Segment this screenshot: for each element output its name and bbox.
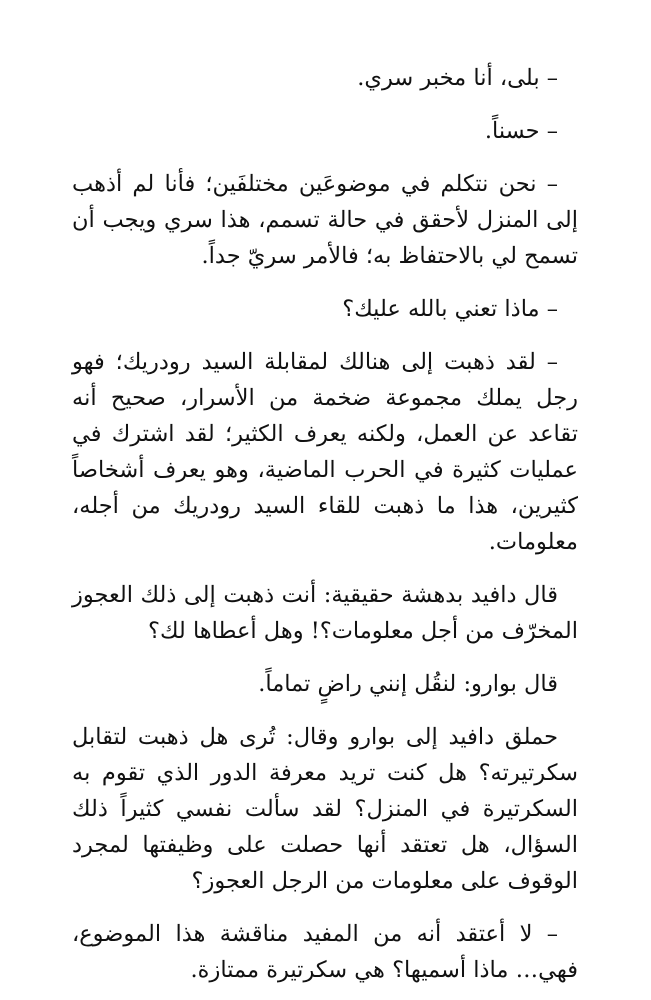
narration-poirot-satisfied: قال بوارو: لنقُل إنني راضٍ تماماً. xyxy=(258,671,558,697)
dialogue-line-confirm-detective: – بلى، أنا مخبر سري. xyxy=(357,65,558,91)
dialogue-line-excellent-secretary: – لا أعتقد أنه من المفيد مناقشة هذا الموضوع، فهي… ماذا أسميها؟ هي سكرتيرة ممتازة. xyxy=(72,921,578,983)
narration-david-secretary-question: حملق دافيد إلى بوارو وقال: تُرى هل ذهبت لتقابل سكرتيرته؟ هل كنت تريد معرفة الدور الذي تقوم به السكرتيرة في المنزل؟ لقد سألت نفسي كثيراً ذلك السؤال، هل تعتقد أنها حصلت على وظيفتها لمجرد الوقوف على معلومات من الرجل العجوز؟ xyxy=(72,724,578,894)
dialogue-line-roderick: – لقد ذهبت إلى هنالك لمقابلة السيد رودريك؛ فهو رجل يملك مجموعة ضخمة من الأسرار، صحيح أنه تقاعد عن العمل، ولكنه يعرف الكثير؛ لقد اشترك في عمليات كثيرة في الحرب الماضية، وهو يعرف أشخاصاً كثيرين، هذا ما ذهبت للقاء السيد رودريك من أجله، معلومات. xyxy=(72,349,578,555)
dialogue-line-two-subjects: – نحن نتكلم في موضوعَين مختلفَين؛ فأنا لم أذهب إلى المنزل لأحقق في حالة تسمم، هذا سري ويجب أن تسمح لي بالاحتفاظ به؛ فالأمر سريّ جداً. xyxy=(72,171,578,269)
narration-david-surprise: قال دافيد بدهشة حقيقية: أنت ذهبت إلى ذلك العجوز المخرّف من أجل معلومات؟! وهل أعطاها لك؟ xyxy=(72,582,578,644)
dialogue-line-what-do-you-mean: – ماذا تعني بالله عليك؟ xyxy=(342,296,558,322)
dialogue-line-ok: – حسناً. xyxy=(484,118,558,144)
book-page xyxy=(72,60,578,983)
